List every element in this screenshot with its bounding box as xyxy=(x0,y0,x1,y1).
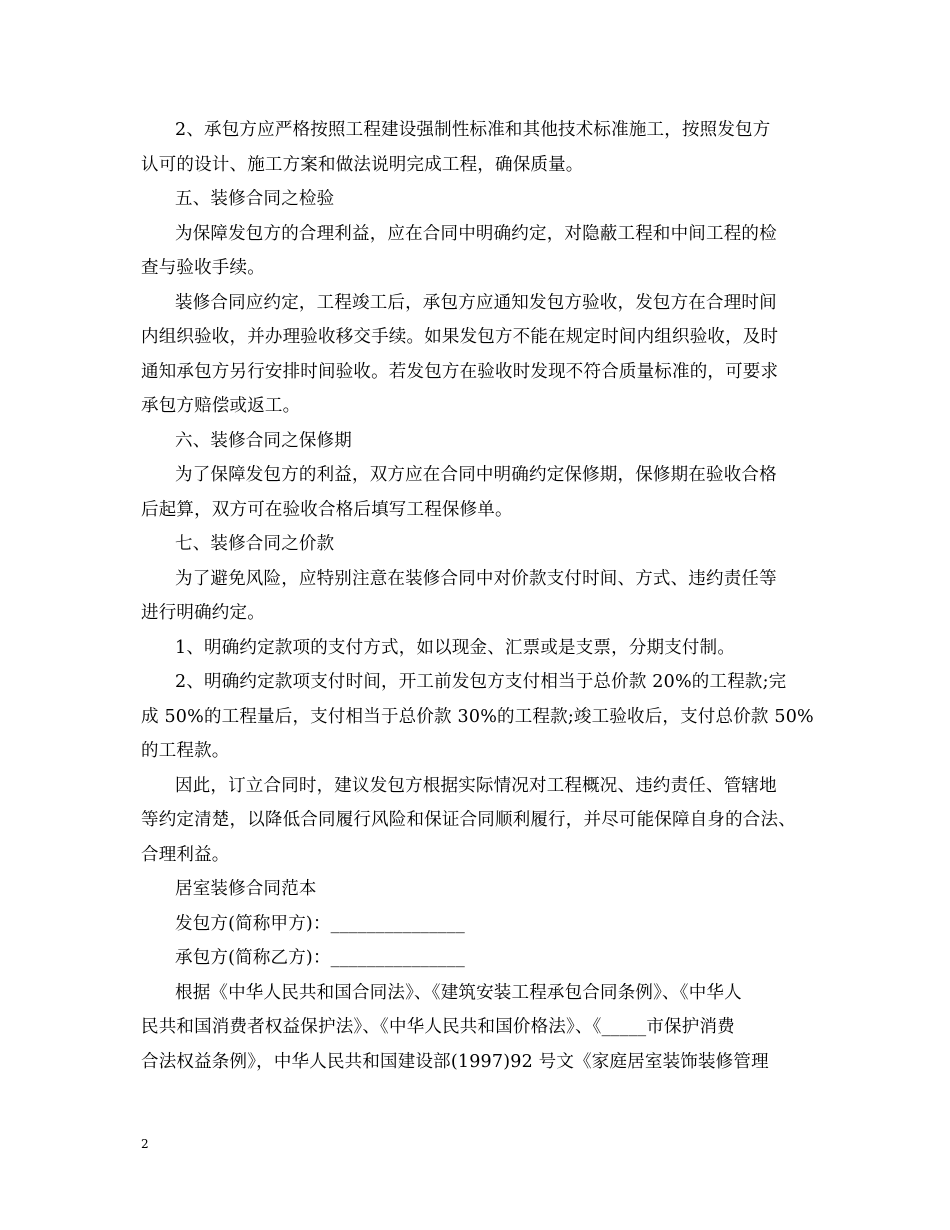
paragraph-line: 合法权益条例》，中华人民共和国建设部(1997)92 号文《家庭居室装饰装修管理 xyxy=(141,1051,769,1072)
paragraph-line: 为了避免风险，应特别注意在装修合同中对价款支付时间、方式、违约责任等 xyxy=(175,568,777,589)
paragraph-line: 进行明确约定。 xyxy=(141,603,265,623)
paragraph-line: 通知承包方另行安排时间验收。若发包方在验收时发现不符合质量标准的，可要求 xyxy=(141,361,779,382)
paragraph-line: 成 50%的工程量后，支付相当于总价款 30%的工程款;竣工验收后，支付总价款 50% xyxy=(141,706,814,727)
page-number: 2 xyxy=(141,1137,149,1151)
section-heading: 五、装修合同之检验 xyxy=(175,189,335,209)
paragraph-line: 因此，订立合同时，建议发包方根据实际情况对工程概况、违约责任、管辖地 xyxy=(175,775,777,796)
paragraph-line: 认可的设计、施工方案和做法说明完成工程，确保质量。 xyxy=(141,154,584,175)
paragraph-line: 合理利益。 xyxy=(141,844,230,865)
paragraph-line: 的工程款。 xyxy=(141,741,230,761)
paragraph-line: 查与验收手续。 xyxy=(141,258,265,278)
paragraph-line: 后起算，双方可在验收合格后填写工程保修单。 xyxy=(141,499,513,520)
paragraph-line: 2、承包方应严格按照工程建设强制性标准和其他技术标准施工，按照发包方 xyxy=(175,120,771,140)
section-heading: 七、装修合同之价款 xyxy=(175,534,335,554)
contract-title: 居室装修合同范本 xyxy=(175,879,317,899)
paragraph-line: 2、明确约定款项支付时间，开工前发包方支付相当于总价款 20%的工程款;完 xyxy=(175,672,787,692)
paragraph-line: 1、明确约定款项的支付方式，如以现金、汇票或是支票，分期支付制。 xyxy=(175,637,736,658)
paragraph-line: 为了保障发包方的利益，双方应在合同中明确约定保修期，保修期在验收合格 xyxy=(175,465,777,485)
document-body xyxy=(141,113,816,1079)
party-b-field: 承包方(简称乙方)：_______________ xyxy=(175,948,465,968)
paragraph-line: 民共和国消费者权益保护法》、《中华人民共和国价格法》、《_____市保护消费 xyxy=(141,1017,735,1037)
paragraph-line: 装修合同应约定，工程竣工后，承包方应通知发包方验收，发包方在合理时间 xyxy=(175,292,777,313)
paragraph-line: 为保障发包方的合理利益，应在合同中明确约定，对隐蔽工程和中间工程的检 xyxy=(175,223,777,244)
paragraph-line: 内组织验收，并办理验收移交手续。如果发包方不能在规定时间内组织验收，及时 xyxy=(141,327,779,347)
paragraph-line: 等约定清楚，以降低合同履行风险和保证合同顺利履行，并尽可能保障自身的合法、 xyxy=(141,810,796,830)
party-a-field: 发包方(简称甲方)：_______________ xyxy=(175,913,465,934)
section-heading: 六、装修合同之保修期 xyxy=(175,430,352,451)
paragraph-line: 承包方赔偿或返工。 xyxy=(141,396,301,416)
paragraph-line: 根据《中华人民共和国合同法》、《建筑安装工程承包合同条例》、《中华人 xyxy=(175,982,742,1003)
